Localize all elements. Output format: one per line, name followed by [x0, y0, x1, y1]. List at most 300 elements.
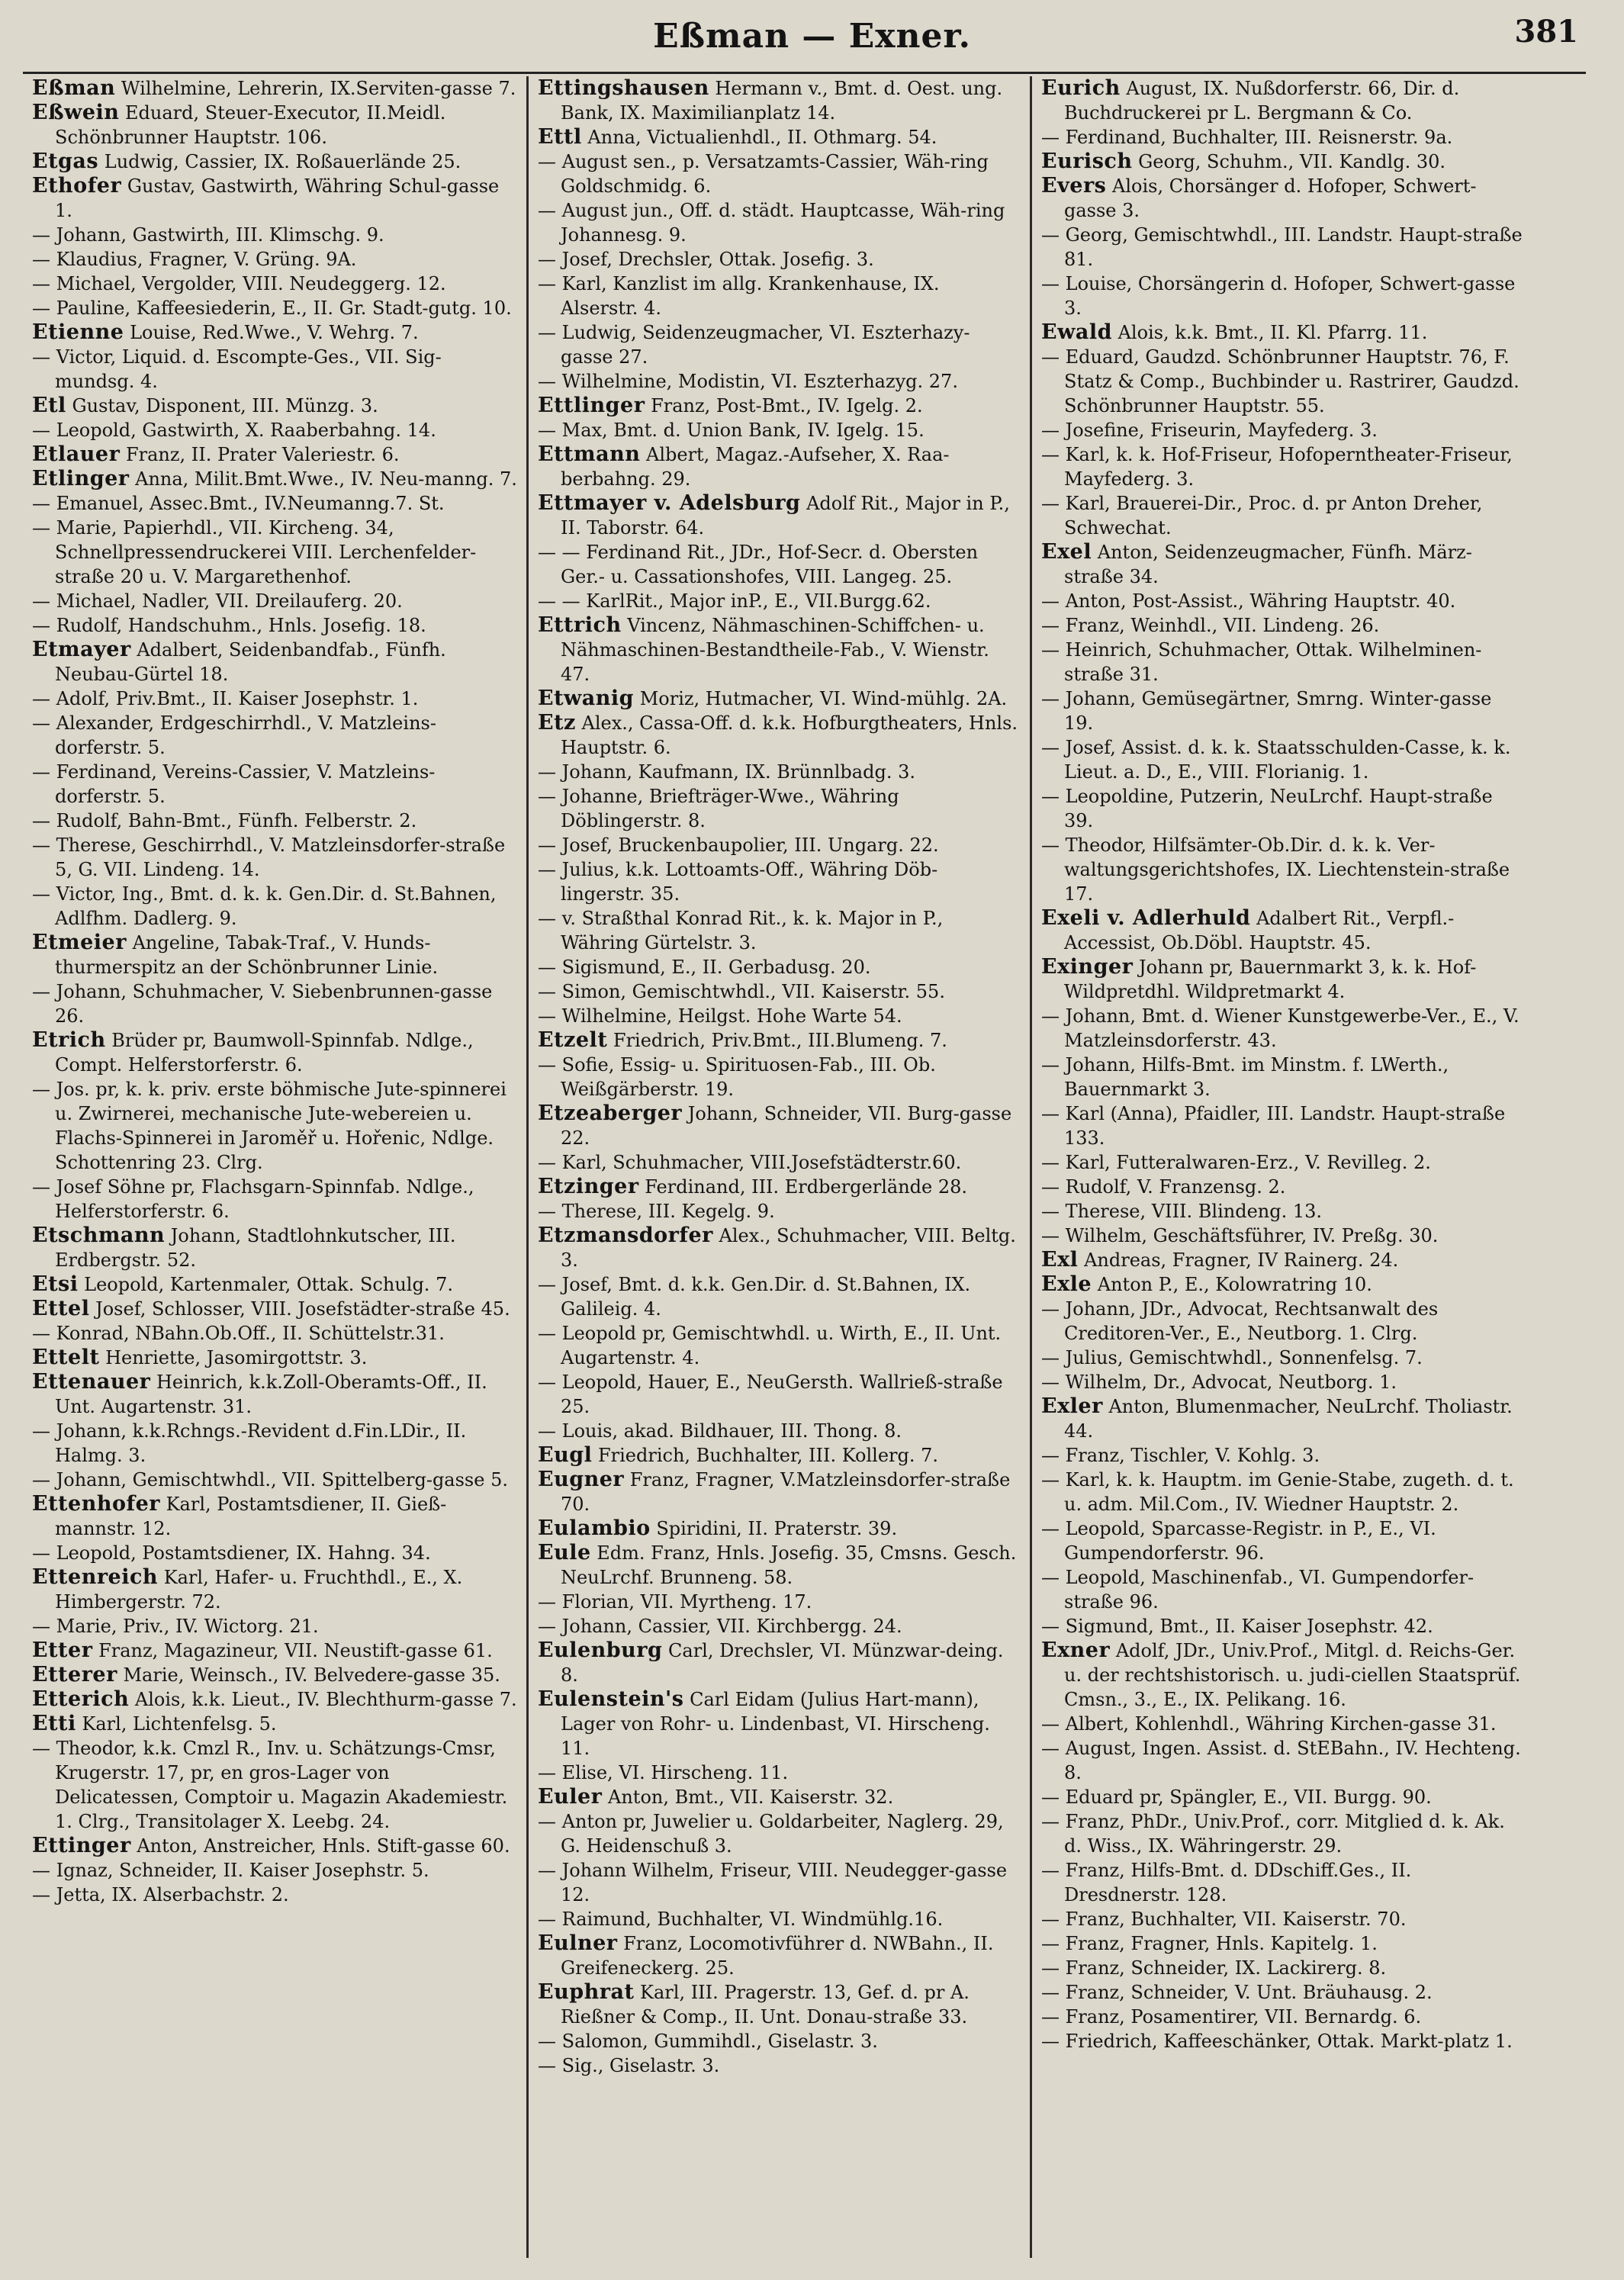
directory-subentry [538, 1907, 1021, 1931]
directory-subentry [32, 1883, 517, 1907]
directory-entry [538, 1516, 1021, 1541]
entry-text: — Julius, k.k. Lottoamts-Off., Währing Döb-lingerstr. 35. [538, 859, 938, 905]
entry-text: — Victor, Ing., Bmt. d. k. k. Gen.Dir. d. St.Bahnen, Adlfhm. Dadlerg. 9. [32, 883, 497, 929]
directory-subentry [538, 760, 1021, 784]
entry-surname: Ettinger [32, 1834, 131, 1857]
directory-subentry [538, 1370, 1021, 1419]
entry-surname: Eßwein [32, 101, 120, 124]
directory-entry [1041, 150, 1524, 174]
entry-text: — Johann, JDr., Advocat, Rechtsanwalt des Creditoren-Ver., E., Neutborg. 1. Clrg. [1041, 1298, 1439, 1344]
directory-subentry [32, 1419, 517, 1468]
entry-text: Anton, Blumenmacher, NeuLrchf. Tholiastr. 44. [1064, 1396, 1513, 1442]
entry-text: Johann, Stadtlohnkutscher, III. Erdbergstr. 52. [55, 1225, 456, 1271]
directory-entry [538, 442, 1021, 491]
entry-text: Adolf Rit., Major in P., II. Taborstr. 64. [561, 493, 1010, 539]
directory-subentry [32, 223, 517, 247]
entry-text: Adolf, JDr., Univ.Prof., Mitgl. d. Reichs-Ger. u. der rechtshistorisch. u. judi-ciellen Staatsprüf. Cmsn., 3., E., IX. Pelikang. 16. [1064, 1640, 1521, 1710]
directory-subentry [1041, 491, 1524, 540]
entry-surname: Etgas [32, 150, 99, 173]
entry-surname: Ettmayer v. Adelsburg [538, 491, 801, 515]
directory-entry [32, 1346, 517, 1370]
entry-text: Edm. Franz, Hnls. Josefig. 35, Cmsns. Gesch. NeuLrchf. Brunneng. 58. [561, 1542, 1017, 1588]
entry-text: — Johann, k.k.Rchngs.-Revident d.Fin.LDir., II. Halmg. 3. [32, 1420, 467, 1466]
entry-text: — Simon, Gemischtwhdl., VII. Kaiserstr. 55. [538, 981, 945, 1002]
entry-text: — Sigmund, Bmt., II. Kaiser Josephstr. 42. [1041, 1616, 1433, 1637]
directory-subentry [1041, 2029, 1524, 2053]
directory-subentry [32, 711, 517, 760]
directory-subentry [32, 1468, 517, 1492]
entry-text: — Florian, VII. Myrtheng. 17. [538, 1591, 812, 1613]
directory-entry [32, 1028, 517, 1077]
entry-text: — August sen., p. Versatzamts-Cassier, Wäh-ring Goldschmidg. 6. [538, 151, 989, 197]
entry-text: Alex., Schuhmacher, VIII. Beltg. 3. [561, 1225, 1016, 1271]
entry-text: Adalbert Rit., Verpfl.-Accessist, Ob.Döbl. Hauptstr. 45. [1064, 908, 1455, 953]
entry-text: — Heinrich, Schuhmacher, Ottak. Wilhelminen-straße 31. [1041, 639, 1482, 685]
entry-text: — Wilhelm, Dr., Advocat, Neutborg. 1. [1041, 1372, 1397, 1393]
entry-text: — Julius, Gemischtwhdl., Sonnenfelsg. 7. [1041, 1347, 1423, 1368]
entry-text: — Louise, Chorsängerin d. Hofoper, Schwert-gasse 3. [1041, 273, 1516, 319]
entry-text: — Wilhelmine, Heilgst. Hohe Warte 54. [538, 1005, 902, 1027]
directory-entry [538, 125, 1021, 150]
entry-text: Alex., Cassa-Off. d. k.k. Hofburgtheaters, Hnls. Hauptstr. 6. [561, 712, 1018, 758]
entry-text: — Ignaz, Schneider, II. Kaiser Josephstr. 5. [32, 1860, 429, 1881]
directory-entry [538, 1687, 1021, 1761]
directory-subentry [538, 1809, 1021, 1858]
entry-text: — Franz, Schneider, V. Unt. Bräuhausg. 2. [1041, 1982, 1433, 2003]
directory-subentry [538, 369, 1021, 394]
entry-surname: Etl [32, 394, 66, 417]
entry-text: — Michael, Nadler, VII. Dreilauferg. 20. [32, 590, 403, 612]
directory-subentry [1041, 223, 1524, 272]
directory-subentry [538, 1150, 1021, 1175]
entry-text: — Rudolf, Handschuhm., Hnls. Josefig. 18. [32, 615, 426, 636]
entry-surname: Exeli v. Adlerhuld [1041, 906, 1251, 930]
entry-text: August, IX. Nußdorferstr. 66, Dir. d. Buchdruckerei pr L. Bergmann & Co. [1064, 78, 1460, 124]
entry-text: Leopold, Kartenmaler, Ottak. Schulg. 7. [78, 1274, 453, 1295]
directory-subentry [1041, 589, 1524, 613]
directory-subentry [538, 1199, 1021, 1224]
directory-subentry [1041, 1980, 1524, 2005]
entry-text: — Sigismund, E., II. Gerbadusg. 20. [538, 957, 871, 978]
entry-text: — Franz, Schneider, IX. Lackirerg. 8. [1041, 1957, 1387, 1979]
directory-subentry [1041, 1150, 1524, 1175]
entry-text: — Jos. pr, k. k. priv. erste böhmische Jute-spinnerei u. Zwirnerei, mechanische Jute-webereien u. Flachs-Spinnerei in Jaroměř u. Hořenic, Ndlge. Schottenring 23. Clrg. [32, 1079, 506, 1173]
directory-subentry [32, 1077, 517, 1175]
entry-text: — Franz, Weinhdl., VII. Lindeng. 26. [1041, 615, 1380, 636]
entry-text: — Max, Bmt. d. Union Bank, IV. Igelg. 15. [538, 420, 925, 441]
entry-text: — Franz, Hilfs-Bmt. d. DDschiff.Ges., II. Dresdnerstr. 128. [1041, 1860, 1412, 1905]
directory-subentry [538, 979, 1021, 1004]
directory-entry [32, 638, 517, 687]
entry-text: — Josef, Assist. d. k. k. Staatsschulden-Casse, k. k. Lieut. a. D., E., VIII. Florianig. 1. [1041, 737, 1511, 783]
directory-subentry [32, 809, 517, 833]
directory-entry [32, 150, 517, 174]
directory-subentry [1041, 1516, 1524, 1565]
directory-subentry [1041, 1101, 1524, 1150]
entry-text: — Franz, Fragner, Hnls. Kapitelg. 1. [1041, 1933, 1378, 1954]
entry-text: — Josef, Bruckenbaupolier, III. Ungarg. 22. [538, 834, 939, 856]
entry-text: — Klaudius, Fragner, V. Grüng. 9A. [32, 249, 357, 270]
directory-subentry [1041, 442, 1524, 491]
directory-subentry [1041, 1004, 1524, 1053]
directory-subentry [1041, 1809, 1524, 1858]
entry-surname: Exinger [1041, 955, 1134, 979]
directory-subentry [32, 272, 517, 296]
column-1 [23, 76, 526, 2258]
directory-subentry [32, 979, 517, 1028]
directory-entry [1041, 1248, 1524, 1272]
directory-subentry [32, 418, 517, 442]
directory-subentry [538, 1590, 1021, 1614]
entry-text: Anna, Milit.Bmt.Wwe., IV. Neu-manng. 7. [129, 468, 517, 490]
entry-text: Alois, k.k. Lieut., IV. Blechthurm-gasse 7. [129, 1689, 517, 1710]
directory-entry [32, 1297, 517, 1321]
directory-subentry [1041, 1468, 1524, 1516]
entry-surname: Ettelt [32, 1346, 100, 1369]
directory-entry [32, 174, 517, 223]
entry-surname: Etmeier [32, 931, 127, 954]
entry-text: Johann, Schneider, VII. Burg-gasse 22. [561, 1103, 1012, 1149]
directory-subentry [538, 1419, 1021, 1443]
entry-text: — Marie, Papierhdl., VII. Kircheng. 34, Schnellpressendruckerei VIII. Lerchenfelder-straße 20 u. V. Margarethenhof. [32, 517, 477, 587]
directory-entry [538, 1028, 1021, 1053]
directory-subentry [538, 1761, 1021, 1785]
entry-text: Heinrich, k.k.Zoll-Oberamts-Off., II. Unt. Augartenstr. 31. [55, 1372, 487, 1417]
entry-text: Georg, Schuhm., VII. Kandlg. 30. [1132, 151, 1446, 172]
directory-subentry [1041, 613, 1524, 638]
entry-surname: Eulenstein's [538, 1687, 684, 1711]
entry-text: Franz, Post-Bmt., IV. Igelg. 2. [645, 395, 923, 416]
directory-entry [32, 1834, 517, 1858]
entry-text: — Karl (Anna), Pfaidler, III. Landstr. Haupt-straße 133. [1041, 1103, 1506, 1149]
entry-text: Friedrich, Priv.Bmt., III.Blumeng. 7. [607, 1030, 947, 1051]
entry-text: Gustav, Gastwirth, Währing Schul-gasse 1. [55, 175, 500, 221]
directory-subentry [1041, 1199, 1524, 1224]
entry-text: Henriette, Jasomirgottstr. 3. [99, 1347, 368, 1368]
entry-surname: Etzmansdorfer [538, 1224, 713, 1247]
directory-entry [538, 394, 1021, 418]
directory-entry [1041, 174, 1524, 223]
directory-subentry [538, 418, 1021, 442]
entry-surname: Eule [538, 1541, 591, 1564]
entry-text: — Anton pr, Juwelier u. Goldarbeiter, Naglerg. 29, G. Heidenschuß 3. [538, 1811, 1004, 1857]
entry-text: — Salomon, Gummihdl., Giselastr. 3. [538, 2031, 878, 2052]
directory-entry [32, 1663, 517, 1687]
directory-subentry [538, 2053, 1021, 2078]
entry-text: Brüder pr, Baumwoll-Spinnfab. Ndlge., Compt. Helferstorferstr. 6. [55, 1030, 474, 1076]
directory-subentry [1041, 1736, 1524, 1785]
directory-subentry [1041, 1956, 1524, 1980]
directory-entry [1041, 76, 1524, 125]
directory-subentry [1041, 1907, 1524, 1931]
directory-entry [32, 467, 517, 491]
entry-text: — Leopold, Hauer, E., NeuGersth. Wallrieß-straße 25. [538, 1372, 1003, 1417]
entry-text: — Adolf, Priv.Bmt., II. Kaiser Josephstr. 1. [32, 688, 419, 709]
directory-entry [32, 442, 517, 467]
entry-surname: Eulner [538, 1931, 618, 1955]
entry-surname: Eugner [538, 1468, 625, 1491]
entry-surname: Etz [538, 711, 576, 735]
entry-text: — Alexander, Erdgeschirrhdl., V. Matzleins-dorferstr. 5. [32, 712, 436, 758]
entry-text: — Therese, Geschirrhdl., V. Matzleinsdorfer-straße 5, G. VII. Lindeng. 14. [32, 834, 506, 880]
entry-text: — Louis, akad. Bildhauer, III. Thong. 8. [538, 1420, 902, 1442]
entry-surname: Ewald [1041, 320, 1112, 344]
entry-text: Adalbert, Seidenbandfab., Fünfh. Neubau-Gürtel 18. [55, 639, 446, 685]
directory-entry [32, 1638, 517, 1663]
entry-text: — v. Straßthal Konrad Rit., k. k. Major in P., Währing Gürtelstr. 3. [538, 908, 944, 953]
entry-text: — Leopoldine, Putzerin, NeuLrchf. Haupt-straße 39. [1041, 786, 1493, 831]
directory-subentry [1041, 1931, 1524, 1956]
entry-surname: Eurich [1041, 76, 1121, 100]
directory-subentry [538, 589, 1021, 613]
entry-text: — Theodor, Hilfsämter-Ob.Dir. d. k. k. Ver-waltungsgerichtshofes, IX. Liechtenstein-straße 17. [1041, 834, 1510, 905]
directory-entry [32, 1272, 517, 1297]
entry-text: — Johann, Hilfs-Bmt. im Minstm. f. LWerth., Bauernmarkt 3. [1041, 1054, 1449, 1100]
entry-text: Anton P., E., Kolowratring 10. [1092, 1274, 1372, 1295]
entry-text: — Johann, Kaufmann, IX. Brünnlbadg. 3. [538, 761, 915, 783]
entry-surname: Exner [1041, 1638, 1111, 1662]
directory-columns [23, 76, 1587, 2258]
entry-text: — Karl, Brauerei-Dir., Proc. d. pr Anton Dreher, Schwechat. [1041, 493, 1483, 539]
directory-subentry [538, 906, 1021, 955]
directory-subentry [538, 1858, 1021, 1907]
entry-surname: Exl [1041, 1248, 1079, 1272]
entry-text: Andreas, Fragner, IV Rainerg. 24. [1078, 1249, 1399, 1271]
directory-subentry [32, 1614, 517, 1638]
directory-subentry [1041, 1297, 1524, 1346]
running-head: Eßman — Exner. [653, 17, 971, 56]
entry-surname: Ettenauer [32, 1370, 151, 1394]
directory-entry [32, 1224, 517, 1272]
entry-text: — Therese, III. Kegelg. 9. [538, 1201, 775, 1222]
column-3 [1030, 76, 1533, 2258]
directory-entry [1041, 955, 1524, 1004]
entry-text: — Karl, k. k. Hof-Friseur, Hofoperntheater-Friseur, Mayfederg. 3. [1041, 444, 1513, 490]
directory-subentry [32, 687, 517, 711]
directory-subentry [32, 491, 517, 516]
entry-text: — Leopold, Gastwirth, X. Raaberbahng. 14. [32, 420, 436, 441]
directory-subentry [1041, 418, 1524, 442]
entry-text: — Albert, Kohlenhdl., Währing Kirchen-gasse 31. [1041, 1713, 1497, 1735]
entry-text: — Josef, Drechsler, Ottak. Josefig. 3. [538, 249, 874, 270]
directory-entry [1041, 906, 1524, 955]
directory-entry [538, 613, 1021, 687]
entry-surname: Euler [538, 1785, 603, 1809]
entry-text: — Franz, PhDr., Univ.Prof., corr. Mitglied d. k. Ak. d. Wiss., IX. Währingerstr. 29. [1041, 1811, 1505, 1857]
entry-surname: Etwanig [538, 687, 635, 710]
directory-subentry [1041, 1370, 1524, 1394]
entry-surname: Etrich [32, 1028, 106, 1052]
entry-text: — Karl, Kanzlist im allg. Krankenhause, IX. Alserstr. 4. [538, 273, 940, 319]
directory-subentry [538, 1272, 1021, 1321]
directory-entry [32, 1370, 517, 1419]
entry-surname: Etti [32, 1712, 76, 1735]
entry-text: Franz, Magazineur, VII. Neustift-gasse 61. [92, 1640, 493, 1661]
entry-text: — Karl, Futteralwaren-Erz., V. Revilleg. 2. [1041, 1152, 1431, 1173]
directory-subentry [1041, 833, 1524, 906]
directory-entry [538, 1785, 1021, 1809]
directory-entry [538, 1468, 1021, 1516]
entry-text: — Rudolf, Bahn-Bmt., Fünfh. Felberstr. 2. [32, 810, 417, 831]
entry-text: Alois, Chorsänger d. Hofoper, Schwert-gasse 3. [1064, 175, 1477, 221]
entry-text: Moriz, Hutmacher, VI. Wind-mühlg. 2A. [634, 688, 1008, 709]
directory-subentry [538, 1321, 1021, 1370]
entry-text: — Josef, Bmt. d. k.k. Gen.Dir. d. St.Bahnen, IX. Galileig. 4. [538, 1274, 971, 1320]
entry-text: — Josefine, Friseurin, Mayfederg. 3. [1041, 420, 1378, 441]
directory-entry [538, 491, 1021, 540]
entry-surname: Ettel [32, 1297, 90, 1320]
entry-text: — Emanuel, Assec.Bmt., IV.Neumanng.7. St. [32, 493, 445, 514]
directory-subentry [538, 198, 1021, 247]
entry-text: — Leopold, Sparcasse-Registr. in P., E., VI. Gumpendorferstr. 96. [1041, 1518, 1436, 1564]
entry-text: Hermann v., Bmt. d. Oest. ung. Bank, IX. Maximilianplatz 14. [561, 78, 1003, 124]
entry-text: Anton, Anstreicher, Hnls. Stift-gasse 60. [130, 1835, 510, 1857]
entry-surname: Ettl [538, 125, 582, 149]
entry-text: — — KarlRit., Major inP., E., VII.Burgg.62. [538, 590, 931, 612]
directory-subentry [538, 955, 1021, 979]
directory-subentry [1041, 1614, 1524, 1638]
entry-surname: Eulenburg [538, 1638, 663, 1662]
directory-subentry [1041, 1053, 1524, 1101]
entry-text: — Josef Söhne pr, Flachsgarn-Spinnfab. Ndlge., Helferstorferstr. 6. [32, 1176, 474, 1222]
directory-subentry [1041, 1224, 1524, 1248]
directory-subentry [538, 1004, 1021, 1028]
entry-text: — Karl, k. k. Hauptm. im Genie-Stabe, zugeth. d. t. u. adm. Mil.Com., IV. Wiedner Hauptstr. 2. [1041, 1469, 1514, 1515]
entry-text: — Johann, Gemischtwhdl., VII. Spittelberg-gasse 5. [32, 1469, 508, 1491]
directory-subentry [1041, 1443, 1524, 1468]
entry-text: — Ferdinand, Vereins-Cassier, V. Matzleins-dorferstr. 5. [32, 761, 436, 807]
entry-text: — Marie, Priv., IV. Wictorg. 21. [32, 1616, 319, 1637]
entry-text: — Leopold pr, Gemischtwhdl. u. Wirth, E., II. Unt. Augartenstr. 4. [538, 1323, 1002, 1368]
entry-text: — Wilhelm, Geschäftsführer, IV. Preßg. 30. [1041, 1225, 1439, 1246]
directory-subentry [32, 247, 517, 272]
entry-surname: Ettmann [538, 442, 641, 466]
page-header [0, 6, 1624, 67]
entry-surname: Ethofer [32, 174, 122, 198]
directory-subentry [32, 1736, 517, 1834]
directory-subentry [538, 1614, 1021, 1638]
directory-entry [32, 931, 517, 979]
directory-entry [32, 394, 517, 418]
entry-text: — Leopold, Postamtsdiener, IX. Hahng. 34. [32, 1542, 431, 1564]
directory-entry [538, 1224, 1021, 1272]
entry-text: — Pauline, Kaffeesiederin, E., II. Gr. Stadt-gutg. 10. [32, 297, 512, 319]
directory-subentry [1041, 784, 1524, 833]
directory-subentry [538, 540, 1021, 589]
entry-text: Karl, III. Pragerstr. 13, Gef. d. pr A. Rießner & Comp., II. Unt. Donau-straße 33. [561, 1982, 970, 2028]
directory-subentry [32, 882, 517, 931]
entry-text: — Johanne, Briefträger-Wwe., Währing Döblingerstr. 8. [538, 786, 899, 831]
entry-text: Anna, Victualienhdl., II. Othmarg. 54. [581, 127, 937, 148]
entry-text: — Ferdinand, Buchhalter, III. Reisnerstr. 9a. [1041, 127, 1453, 148]
directory-subentry [32, 1321, 517, 1346]
entry-surname: Ettenhofer [32, 1492, 160, 1516]
directory-subentry [32, 1858, 517, 1883]
entry-text: — Michael, Vergolder, VIII. Neudeggerg. 12. [32, 273, 446, 294]
entry-surname: Etlinger [32, 467, 130, 490]
entry-text: — Raimund, Buchhalter, VI. Windmühlg.16. [538, 1909, 944, 1930]
entry-text: — Johann, Gemüsegärtner, Smrng. Winter-gasse 19. [1041, 688, 1492, 734]
directory-entry [538, 1931, 1021, 1980]
entry-text: — Wilhelmine, Modistin, VI. Eszterhazyg. 27. [538, 371, 958, 392]
entry-text: — Eduard pr, Spängler, E., VII. Burgg. 90. [1041, 1786, 1432, 1808]
entry-surname: Exel [1041, 540, 1092, 564]
entry-text: — Leopold, Maschinenfab., VI. Gumpendorfer-straße 96. [1041, 1567, 1474, 1613]
entry-surname: Etlauer [32, 442, 121, 466]
directory-subentry [1041, 1785, 1524, 1809]
directory-subentry [32, 516, 517, 589]
directory-subentry [32, 613, 517, 638]
entry-surname: Etterer [32, 1663, 117, 1687]
directory-subentry [1041, 1346, 1524, 1370]
directory-subentry [32, 589, 517, 613]
directory-entry [538, 1638, 1021, 1687]
directory-entry [1041, 1272, 1524, 1297]
directory-subentry [1041, 1858, 1524, 1907]
entry-text: Anton, Bmt., VII. Kaiserstr. 32. [602, 1786, 894, 1808]
directory-subentry [1041, 1565, 1524, 1614]
directory-subentry [1041, 638, 1524, 687]
entry-text: Anton, Seidenzeugmacher, Fünfh. März-straße 34. [1064, 542, 1472, 587]
directory-subentry [538, 2029, 1021, 2053]
header-rule [23, 72, 1586, 74]
entry-text: Karl, Postamtsdiener, II. Gieß-mannstr. 12. [55, 1494, 447, 1539]
directory-subentry [1041, 125, 1524, 150]
entry-text: Carl, Drechsler, VI. Münzwar-deing. 8. [561, 1640, 1004, 1686]
directory-entry [32, 1492, 517, 1541]
entry-text: Friedrich, Buchhalter, III. Kollerg. 7. [592, 1445, 939, 1466]
entry-text: — Sofie, Essig- u. Spirituosen-Fab., III. Ob. Weißgärberstr. 19. [538, 1054, 936, 1100]
entry-text: — Theodor, k.k. Cmzl R., Inv. u. Schätzungs-Cmsr, Krugerstr. 17, pr, en gros-Lager von Delicatessen, Comptoir u. Magazin Akademiestr. 1. Clrg., Transitolager X. Leebg. 24. [32, 1738, 508, 1832]
directory-entry [32, 76, 517, 101]
entry-text: Angeline, Tabak-Traf., V. Hunds-thurmerspitz an der Schönbrunner Linie. [55, 932, 439, 978]
entry-text: Alois, k.k. Bmt., II. Kl. Pfarrg. 11. [1111, 322, 1428, 343]
column-2 [526, 76, 1030, 2258]
entry-surname: Eurisch [1041, 150, 1133, 173]
entry-text: — Franz, Posamentirer, VII. Bernardg. 6. [1041, 2006, 1422, 2028]
entry-surname: Etschmann [32, 1224, 166, 1247]
directory-subentry [1041, 687, 1524, 735]
entry-surname: Exler [1041, 1394, 1103, 1418]
entry-text: — — Ferdinand Rit., JDr., Hof-Secr. d. Obersten Ger.- u. Cassationshofes, VIII. Langeg. 25. [538, 542, 979, 587]
directory-entry [1041, 1394, 1524, 1443]
directory-entry [1041, 320, 1524, 345]
entry-text: — Franz, Tischler, V. Kohlg. 3. [1041, 1445, 1320, 1466]
entry-text: — Ludwig, Seidenzeugmacher, VI. Eszterhazy-gasse 27. [538, 322, 970, 368]
entry-text: Louise, Red.Wwe., V. Wehrg. 7. [124, 322, 419, 343]
directory-entry [32, 1687, 517, 1712]
directory-entry [1041, 540, 1524, 589]
entry-surname: Etter [32, 1638, 93, 1662]
entry-text: Marie, Weinsch., IV. Belvedere-gasse 35. [117, 1664, 500, 1686]
directory-entry [32, 320, 517, 345]
entry-text: Gustav, Disponent, III. Münzg. 3. [66, 395, 378, 416]
entry-text: — Georg, Gemischtwhdl., III. Landstr. Haupt-straße 81. [1041, 224, 1523, 270]
directory-entry [538, 1101, 1021, 1150]
directory-subentry [1041, 735, 1524, 784]
entry-surname: Ettenreich [32, 1565, 159, 1589]
entry-text: — Rudolf, V. Franzensg. 2. [1041, 1176, 1286, 1198]
entry-text: — Elise, VI. Hirscheng. 11. [538, 1762, 789, 1783]
entry-text: — Jetta, IX. Alserbachstr. 2. [32, 1884, 289, 1905]
directory-subentry [32, 760, 517, 809]
directory-subentry [1041, 345, 1524, 418]
entry-surname: Ettrich [538, 613, 622, 637]
entry-text: Albert, Magaz.-Aufseher, X. Raa-berbahng. 29. [561, 444, 950, 490]
entry-text: Karl, Lichtenfelsg. 5. [76, 1713, 277, 1735]
entry-text: — Konrad, NBahn.Ob.Off., II. Schüttelstr.31. [32, 1323, 445, 1344]
directory-subentry [538, 1053, 1021, 1101]
